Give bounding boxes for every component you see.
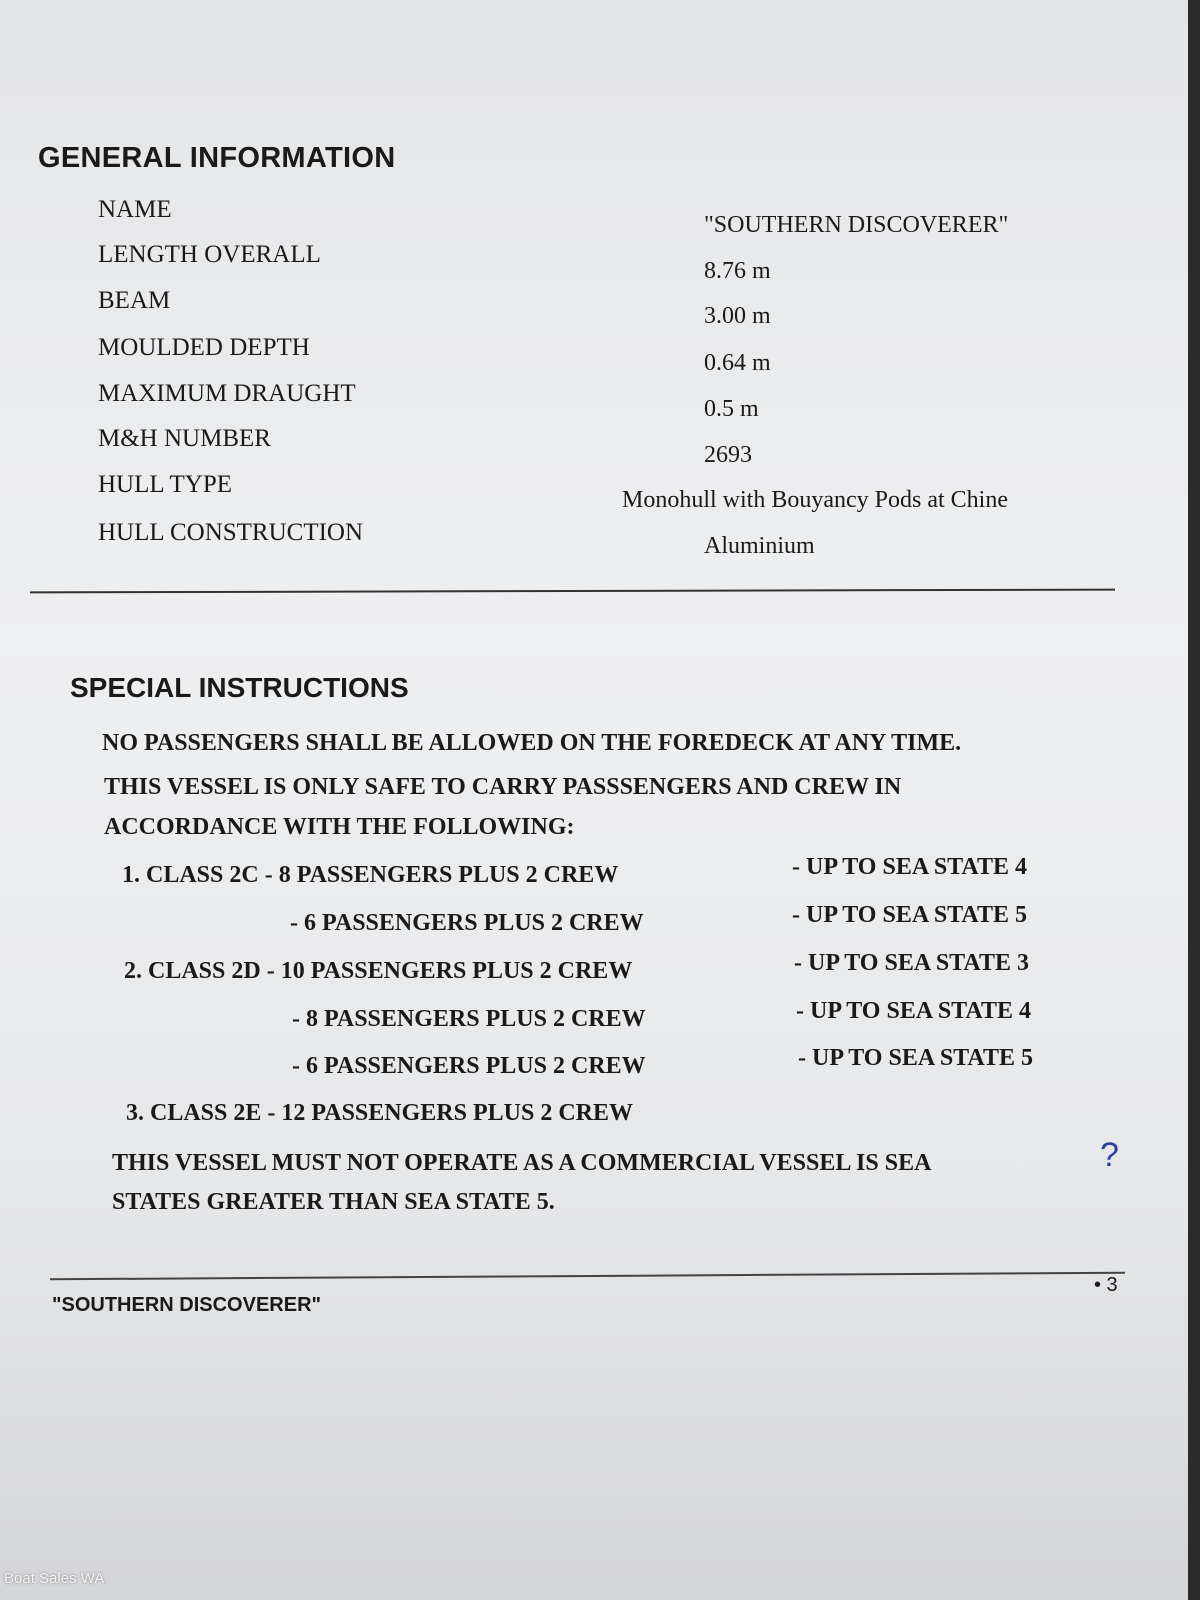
closing-instruction-line1: THIS VESSEL MUST NOT OPERATE AS A COMMERCIAL VESSEL IS SEA	[112, 1150, 932, 1176]
spec-value-name: "SOUTHERN DISCOVERER"	[704, 212, 1009, 238]
spec-label-beam: BEAM	[98, 287, 171, 314]
watermark: Boat Sales WA	[4, 1570, 105, 1587]
class-2c-row-2: - 6 PASSENGERS PLUS 2 CREW	[290, 910, 644, 936]
class-2d-row-1: 2. CLASS 2D - 10 PASSENGERS PLUS 2 CREW	[124, 958, 633, 984]
page-number: • 3	[1094, 1274, 1118, 1296]
spec-value-length-overall: 8.76 m	[704, 258, 771, 284]
spec-label-length-overall: LENGTH OVERALL	[98, 241, 321, 268]
spec-value-moulded-depth: 0.64 m	[704, 350, 771, 376]
footer-vessel-name: "SOUTHERN DISCOVERER"	[52, 1294, 321, 1316]
spec-label-maximum-draught: MAXIMUM DRAUGHT	[98, 380, 356, 407]
footer-divider	[50, 1272, 1125, 1281]
class-2c-row-1: 1. CLASS 2C - 8 PASSENGERS PLUS 2 CREW	[122, 862, 619, 888]
spec-label-name: NAME	[98, 196, 172, 223]
class-2d-row-2-sea-state: - UP TO SEA STATE 4	[796, 998, 1031, 1024]
instruction-safe-carry-line2: ACCORDANCE WITH THE FOLLOWING:	[104, 814, 575, 840]
spec-value-beam: 3.00 m	[704, 303, 771, 329]
class-2d-row-3-sea-state: - UP TO SEA STATE 5	[798, 1045, 1033, 1071]
instruction-no-foredeck: NO PASSENGERS SHALL BE ALLOWED ON THE FOREDECK AT ANY TIME.	[102, 730, 962, 756]
class-2d-row-3: - 6 PASSENGERS PLUS 2 CREW	[292, 1053, 646, 1079]
spec-label-mh-number: M&H NUMBER	[98, 425, 271, 452]
class-2d-row-1-sea-state: - UP TO SEA STATE 3	[794, 950, 1029, 976]
spec-label-hull-construction: HULL CONSTRUCTION	[98, 519, 364, 546]
spec-value-hull-type: Monohull with Bouyancy Pods at Chine	[622, 487, 1008, 513]
class-2e-row-1: 3. CLASS 2E - 12 PASSENGERS PLUS 2 CREW	[126, 1100, 633, 1126]
closing-instruction-line2: STATES GREATER THAN SEA STATE 5.	[112, 1189, 555, 1215]
spec-value-mh-number: 2693	[704, 442, 752, 468]
instruction-safe-carry-line1: THIS VESSEL IS ONLY SAFE TO CARRY PASSSENGERS AND CREW IN	[104, 774, 902, 800]
handwritten-question-mark: ?	[1100, 1136, 1119, 1174]
spec-label-moulded-depth: MOULDED DEPTH	[98, 334, 310, 361]
general-information-heading: GENERAL INFORMATION	[38, 142, 396, 174]
class-2c-row-1-sea-state: - UP TO SEA STATE 4	[792, 854, 1027, 880]
spec-label-hull-type: HULL TYPE	[98, 471, 233, 498]
section-divider	[30, 589, 1115, 594]
class-2c-row-2-sea-state: - UP TO SEA STATE 5	[792, 902, 1027, 928]
page-edge-shadow	[1188, 0, 1200, 1600]
class-2d-row-2: - 8 PASSENGERS PLUS 2 CREW	[292, 1006, 646, 1032]
special-instructions-heading: SPECIAL INSTRUCTIONS	[70, 672, 409, 703]
spec-value-maximum-draught: 0.5 m	[704, 396, 759, 422]
spec-value-hull-construction: Aluminium	[704, 533, 815, 559]
